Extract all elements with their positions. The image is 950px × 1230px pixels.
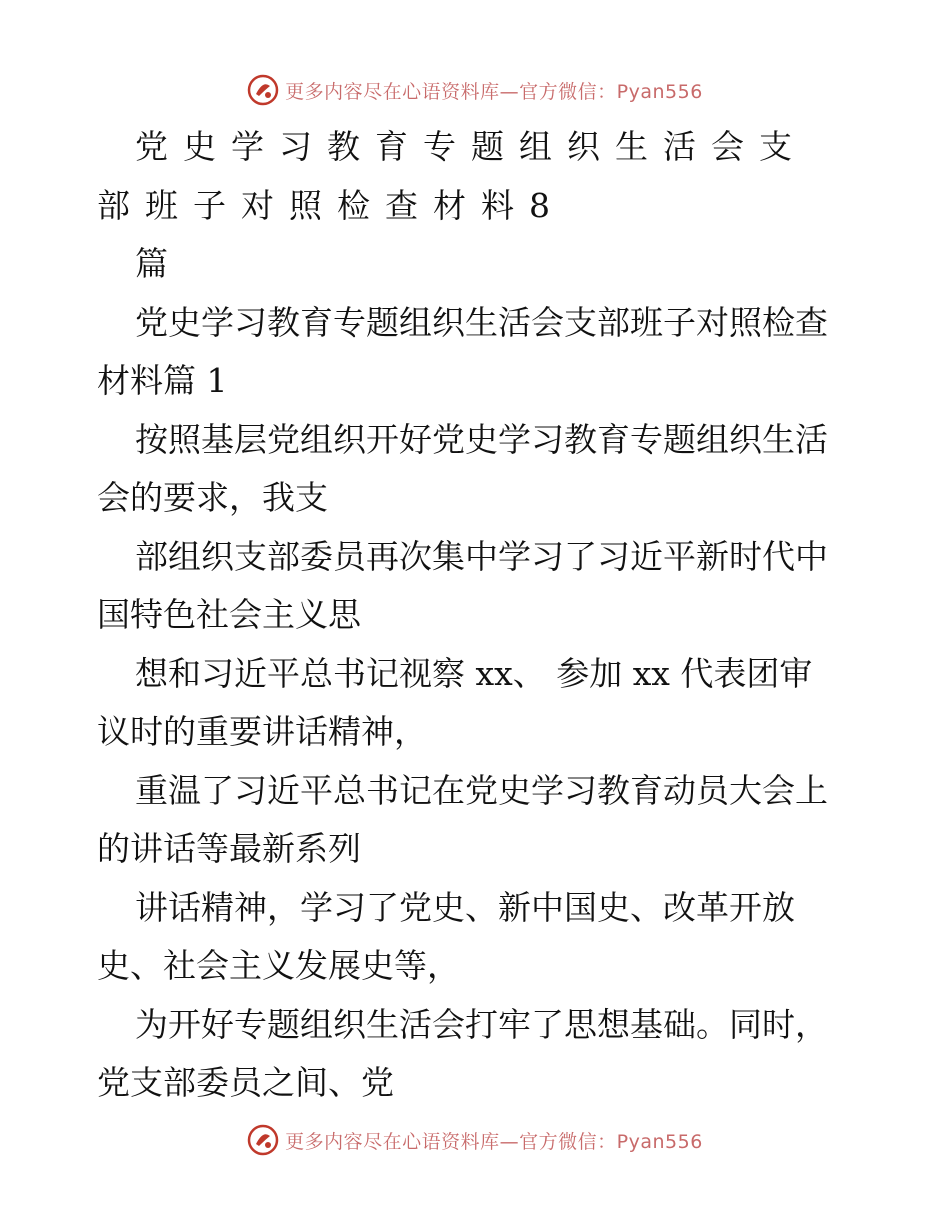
- text-line: 议时的重要讲话精神，: [97, 712, 427, 751]
- text-line: 讲话精神，学习了党史、新中国史、改革开放: [135, 887, 795, 927]
- watermark-text: 更多内容尽在心语资料库—官方微信：Pyan556: [285, 1130, 703, 1153]
- text-line: 重温了习近平总书记在党史学习教育动员大会上: [135, 770, 828, 810]
- title-line: 党史学习教育专题组织生活会支: [135, 127, 807, 166]
- footer-watermark: [0, 1120, 950, 1160]
- logo-icon: [247, 1124, 279, 1156]
- title-line: 部班子对照检查材料8: [97, 185, 565, 225]
- text-line: 党史学习教育专题组织生活会支部班子对照检查: [135, 302, 828, 342]
- text-line: 史、社会主义发展史等，: [97, 946, 460, 985]
- header-watermark: [0, 70, 950, 110]
- document-body: [97, 118, 857, 1113]
- title-line: 篇: [135, 244, 168, 283]
- text-line: 会的要求，我支: [97, 478, 328, 517]
- logo-icon: [247, 74, 279, 106]
- watermark-text: 更多内容尽在心语资料库—官方微信：Pyan556: [285, 80, 703, 103]
- text-line: 的讲话等最新系列: [97, 829, 361, 868]
- text-line: 按照基层党组织开好党史学习教育专题组织生活: [135, 419, 828, 459]
- text-line: 想和习近平总书记视察 xx、 参加 xx 代表团审: [135, 653, 813, 693]
- text-line: 国特色社会主义思: [97, 595, 361, 634]
- text-line: 党支部委员之间、党: [97, 1063, 394, 1102]
- text-line: 部组织支部委员再次集中学习了习近平新时代中: [135, 536, 828, 576]
- text-line: 材料篇 1: [97, 361, 228, 400]
- text-line: 为开好专题组织生活会打牢了思想基础。同时，: [135, 1004, 828, 1044]
